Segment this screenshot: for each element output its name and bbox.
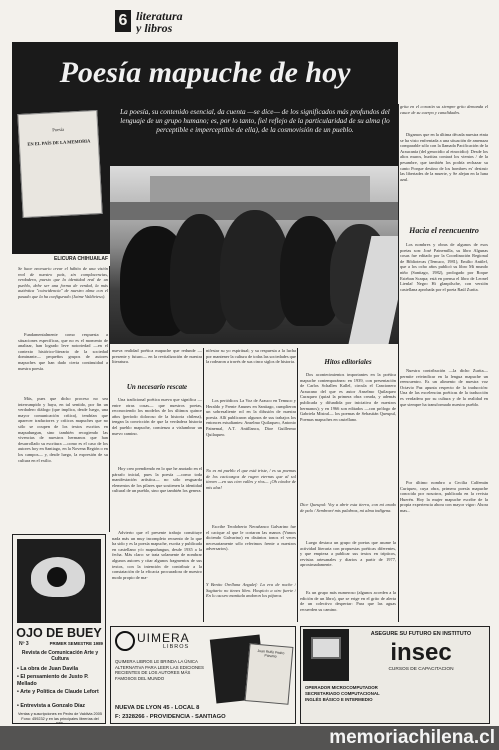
ojo-item-3: • Arte y Política de Claude Lefort: [17, 689, 99, 695]
col5-paragraph-4: Por último nombro a Cecilia Calfemán Curiqueo, cuya obra, primera poesía mapuche conocida por nosotros, publicada en la revista Huerén. Hoy la mujer mapuche escribe de la propia experiencia ahora con mayor vigor: Ahora mas...: [400, 480, 488, 513]
col3-paragraph-4: Y Benito Orellana Angulef: La era de noche / Sagitario no tienes libro. Hospicio a otro fuerte / En lo oscuro manitala andaron los pájaros.: [206, 582, 296, 599]
col3-paragraph-3: Escribe Teodoberto Necuñanco Galvarino fue el cacique al que le cortaron las manos (Vamos diciendo Galvarino) en distintos tonos el veces necesariamente sólo referimos frente a nuestros adversarios).: [206, 524, 296, 552]
col1-paragraph-1: Fundamentalmente como respuesta a situaciones específicas, que no es el momento de analizar, han logrado leve notoriedad —en el contexto histórico-literario de la sociedad dominante— pequeños grupos de autores mapuches que han dado cierta continuidad a nuestra poesía.: [18, 332, 108, 371]
article-deck: La poesía, su contenido esencial, da cuenta —se dice— de los significados más profundos del lenguaje de un grupo humano; es, por lo tanto, fiel reflejo de la particularidad de su alma (lo perceptible e imperceptible de ella), de la cosmovisión de un pueblo.: [120, 108, 390, 135]
ad-ojo-de-buey: [12, 534, 106, 724]
col4-poem: Dice Queupul: Voy a abrir esta tierra, con mi arado de palo / Sembraré mis palabras, mi alma indígena.: [300, 502, 396, 513]
column-rule: [109, 266, 110, 532]
col5-intro: grita en el corazón su siempre grito demanda el cauce de su cuerpo y canalidades.: [400, 104, 488, 115]
photo-building: [150, 176, 370, 204]
article-title: Poesía mapuche de hoy: [59, 56, 351, 89]
col4-paragraph-2: Luego destaca un grupo de poetas que asume la actividad literaria con propuestas poéticas diferentes, y que empieza a publicar sus textos en trípticos, revistas artesanales y diarios a partir de 1977, aproximadamente.: [300, 540, 396, 568]
crowd-photo: [110, 166, 398, 344]
section-name-line2: y libros: [136, 22, 173, 34]
watermark-bar: [0, 726, 499, 750]
ojo-item-1: • La obra de Juan Davila: [17, 666, 79, 672]
col3-paragraph-2: Los periódicos La Voz de Arauco en Temuco y Heraldo y Frente Anunes en Santiago, cumplieron un sobresaliente rol en la difusión de nuestra poesía. Allí publicaron algunos de sus trabajos los entonces estudiantes: Anselmo Quilaqueo, Antonio Painemal, A.T. Antillanca, Dioe Guillermo Quilaqueo.: [206, 398, 296, 437]
col5-paragraph-1: Digamos que en la última década nuestra etnia se ha visto enfrentada a una situación de amenaza comparable sólo con la llamada Pacificación de la Araucanía (del genocidio al etnocidio): Desde los altos muros, hurtitas contará los vientos / de la pesambre, que también los podría rechazar su canto Porque destino de los hombres es' destruir las libertades de la muerte, y Se alejan en la luna azul.: [400, 132, 488, 182]
insec-headline: ASEGURE SU FUTURO EN INSTITUTO: [370, 631, 472, 637]
quimera-q-logo: [115, 631, 135, 651]
col4-paragraph-3: Es un grupo más numeroso (algunos acceden a la edición de un libro), que se erige en el grito de alerta de un colectivo despertar: Para que las aguas recuerden su camino.: [300, 590, 396, 612]
col1-paragraph-2: Más, pues que dicho proceso no sea interrumpido y haya, en tal sentido, por fin un verdadero diálogo (que implica, desde luego, una mayor comunicación crítica), tendrían que aparecer traductores y críticos mapuches que no sólo se ocupen de los textos escritos en mapudungun, sino también recogiendo las vivencias de nuestros hermanos que han desarrollado su escritura —como es el caso de los autores hoy en Santiago, en la Novena Región o en los campos— y, desde luego, la expresión de su cultura en el exilio.: [18, 396, 108, 463]
section-name-line1: literatura: [136, 10, 183, 22]
col2-paragraph-1: nueva realidad poética mapuche que redunde —presente y futuro— en la revitalización de nuestra literatura.: [112, 348, 202, 365]
ad-insec: [300, 626, 490, 724]
insec-sub: CURSOS DE CAPACITACIÓN: [388, 667, 454, 672]
ojo-item-2: • El pensamiento de Justo P. Mellado: [17, 674, 89, 687]
ojo-date: PRIMER SEMESTRE 1989: [49, 641, 103, 646]
col2-subheading: Un necesario rescate: [126, 383, 188, 391]
insec-computer-image: [303, 629, 349, 681]
quimera-phone: F: 2328266 - PROVIDENCIA - SANTIAGO: [115, 714, 226, 720]
insec-name: insec: [390, 639, 452, 666]
article-author: ELICURA CHIHUAILAF: [54, 256, 108, 262]
col4-subheading: Hitos editoriales: [324, 358, 372, 366]
ojo-tagline: Revista de Comunicación Arte y Cultura: [21, 650, 99, 663]
ojo-issue: Nº 3: [19, 641, 29, 647]
column-rule: [297, 348, 298, 622]
ojo-item-4: • Entrevista a Gonzalo Díaz: [17, 703, 86, 709]
col2-paragraph-3: Hoy creo prendiendo en lo que he anotado en el párrafo inicial, pues la poesía —como toda manifestación artística— no sólo resguarda elementos de los pilares que sostienen la identidad cultural de un pueblo, sino que también los genera.: [112, 466, 202, 494]
col5-paragraph-2: Los nombres y obras de algunos de esos poetas son: José Painemilla, su libro Algunas cosas fue editado por la Coordinación Regional de Bibliotecas (Temuco, 1981), Emilio Antilef, que a los ocho años publicó su libro Mi mundo niño (Santiago, 1982), prologado por Roque Esteban Scarpa; está en prensa el libro de Leonel Lienlaf Negro Hi glanpilsche, con versión castellana aprobada por el poeta Raúl Zurita.: [400, 242, 488, 292]
quimera-book-title: Juan Rulfo Pedro Páramo: [257, 648, 285, 659]
ad-quimera-libros: [110, 626, 296, 724]
ojo-ad-image: [17, 539, 101, 623]
column-rule: [203, 348, 204, 622]
insec-line-2: SECRETARIADO COMPUTACIONAL: [305, 691, 380, 696]
book-cover: [17, 110, 102, 218]
book-cover-line2: EN EL PAÍS DE LA MEMORIA: [27, 138, 91, 147]
col3-poem: No es mi pueblo el que está triste, / es su poemas de los cacicazgos de rugen eternas que al sol tienen —en sus cien valles y ríos— ¡Oh cóndor de mis alas!: [206, 468, 296, 490]
insec-line-1: OPERADOR MICROCOMPUTADOR: [305, 685, 378, 690]
quimera-body: QUIMERA LIBROS LE BRINDA LA ÚNICA ALTERNATIVA PARA LEER LAS EDICIONES RECIENTES DE LOS AUTORES MÁS FAMOSOS DEL MUNDO: [115, 659, 204, 681]
section-number-box: [115, 10, 131, 32]
watermark-text: memoriachilena.cl: [329, 727, 495, 748]
book-cover-line1: Poesía: [52, 126, 65, 133]
column-rule: [398, 104, 399, 622]
col5-subheading: Hacia el reencuentro: [409, 226, 479, 235]
col1-intro: Se hace necesario crear el hábito de una visión real de nuestro país, sin complacencias, verdadera, puesto que la identidad real de un pueblo, debe ser una forma de verdad, la más auténtica "coincidencia" de nuestro alma con el pasado que la ha configurado (Jaime Valdivieso).: [18, 266, 108, 299]
quimera-sub: LIBROS: [163, 644, 190, 650]
quimera-address: NUEVA DE LYON 45 - LOCAL 8: [115, 705, 200, 711]
quimera-name: UIMERA: [137, 631, 190, 645]
col3-paragraph-1: nifestar su yo espiritual; y su respuesta a la lucha por mantener la cultura de todas las sociedades que la rodearon a través de sus cinco siglos de historia.: [206, 348, 296, 365]
ojo-title: OJO DE BUEY: [16, 626, 102, 640]
book-cover-panel: [12, 104, 110, 254]
col2-paragraph-4: Advierto que el presente trabajo constituye nada más un muy incompleto recuento de lo que ha sido y es la poesía mapuche, escrita y publicada en castellano y/o mapudungun, desde 1935 a la fecha. Más claro: se trata solamente de nombrar algunos autores y citar algunos fragmentos de sus textos, con la intención de contribuir a la constatación de la eficacia procuradora de nuestro modo propio de ma-: [112, 530, 202, 580]
insec-line-3: INGLÉS BÁSICO E INTERMEDIO: [305, 697, 373, 702]
ojo-footer: Ventas y suscripciones en Pedro de Valdivia 2005 Fono: 459232 y en las principales librerías del país.: [18, 712, 102, 724]
section-number: 6: [118, 12, 128, 29]
col2-paragraph-2: Una tradicional poética nueva que significa —entre otras cosas— que nuestros poetas, reconociendo los modelos de los últimos quince años (período doloroso de la historia chilena), tengan la convicción de que la verdadera historia del pueblo mapuche, comienza a vislumbrar un nuevo camino.: [112, 397, 202, 436]
col4-paragraph-1: Dos acontecimientos importantes en la poética mapuche contemporánea: en 1939, con presentación de Carlos Schallen Kallel, circula el Cancionero Araucano del que es autor Anselmo Quilaqueo Curaqueo (quizá la primera obra creada, y además publicada y difundida por iniciativa de nuestros hermanos); y en 1966 son editados —con prólogo de Gabriela Mistral— los poemas de Sebastián Queupul, Poemas mapuches en castellano.: [300, 372, 396, 422]
deck-band: [110, 104, 398, 166]
quimera-book-2: [245, 643, 294, 705]
col5-paragraph-3: Nuestra contribución —la dicho Zurita— permite reivindicar en la lengua mapuche un reencuentro. Es un alimento de nuestra voz Octavio Paz apunta respecto de la traducción: Una de las excelencias poéticas de la traducción es verdadera por su cultura y de la realidad en que siempre ha transformado nuestro pueblo.: [400, 368, 488, 407]
title-banner: [12, 42, 398, 104]
